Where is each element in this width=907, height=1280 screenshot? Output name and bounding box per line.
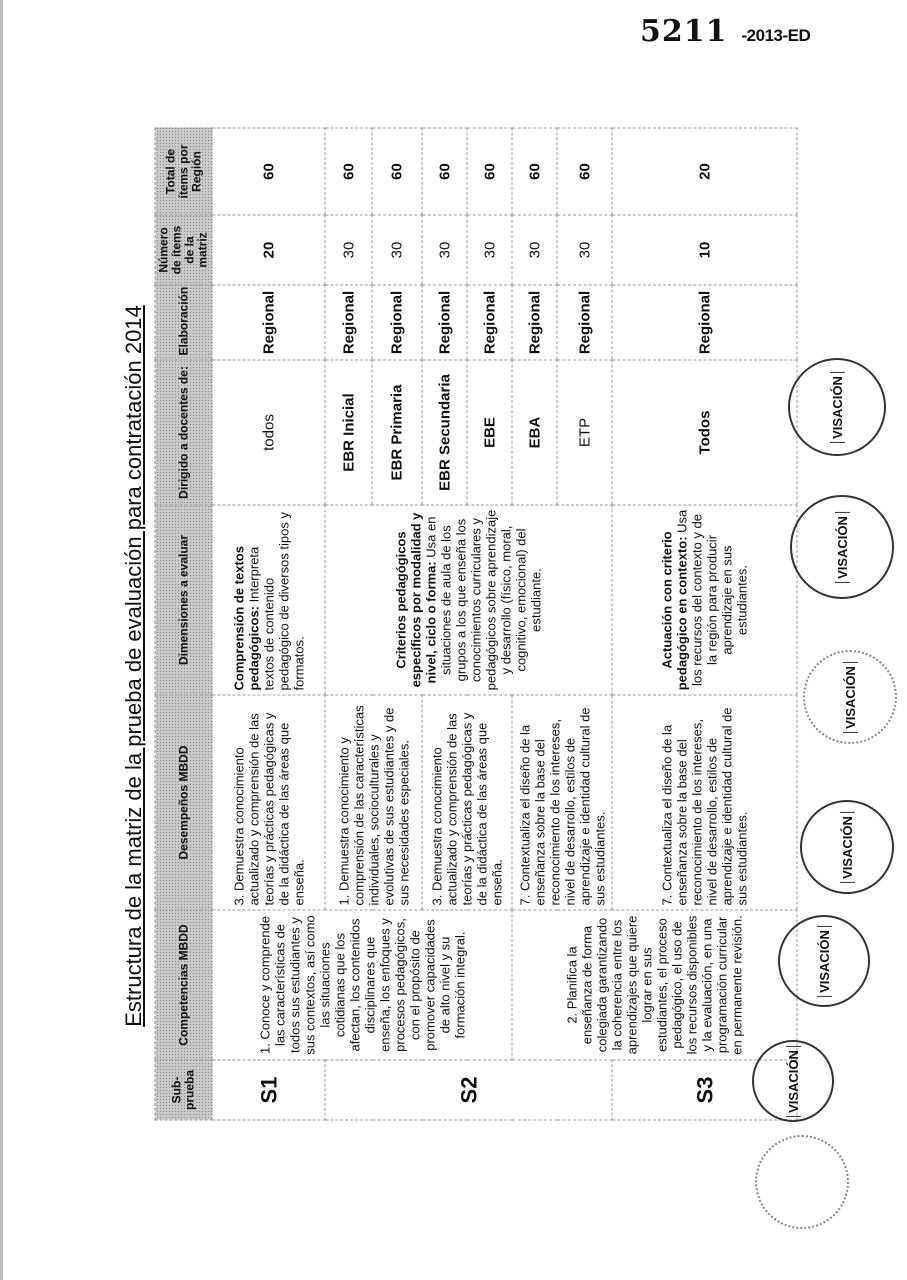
numero-cell: 20 bbox=[212, 215, 325, 285]
numero-cell: 30 bbox=[467, 215, 512, 285]
visacion-stamp-eba: VISACIÓN bbox=[788, 358, 886, 456]
header-row bbox=[155, 128, 212, 1120]
elaboracion-cell: Regional bbox=[557, 285, 612, 360]
header-cell: Dimensiones a evaluar bbox=[155, 505, 212, 695]
dimension-cell bbox=[612, 505, 797, 695]
desempeno-cell: 7. Contextualiza el diseño de la enseñanza sobre la base del reconocimiento de los intereses, nivel de desarrollo, estilos de aprendizaje e identidad cultural de sus estudiantes. bbox=[512, 695, 612, 910]
header-cell: Competencias MBDD bbox=[155, 910, 212, 1060]
desempeno-cell: 3. Demuestra conocimiento actualizado y comprensión de las teorías y prácticas pedagógicas y de la didáctica de las áreas que enseña. bbox=[422, 695, 512, 910]
total-cell: 60 bbox=[372, 128, 422, 215]
doc-suffix: -2013-ED bbox=[741, 26, 811, 45]
numero-cell: 30 bbox=[372, 215, 422, 285]
header-cell: Total de ítems por Región bbox=[155, 128, 212, 215]
dimension-text: Usa los recursos del contexto y de la región para producir aprendizaje en sus estudiantes. bbox=[674, 509, 750, 686]
header-cell: Desempeños MBDD bbox=[155, 695, 212, 910]
visacion-stamp-ebe: VISACIÓN bbox=[778, 915, 870, 1007]
dimension-text: Usa en situaciones de aula de los grupos a los que enseña los conocimientos curriculares y pedagógicos sobre aprendizaje y desarrollo (físico, moral, cognitivo, emocional) del estudiante. bbox=[423, 509, 544, 691]
total-cell: 60 bbox=[325, 128, 372, 215]
unidoc-stamp bbox=[755, 1135, 849, 1229]
visacion-stamp-destp: VISACIÓN bbox=[752, 1040, 834, 1122]
dimension-lead: Criterios pedagógicos específicos por modalidad y nivel, ciclo o forma: bbox=[393, 512, 439, 688]
competencia-cell: 2. Planifica la enseñanza de forma colegiada garantizando la coherencia entre los aprendizajes que quiere lograr en sus estudiantes, el proceso pedagógico, el uso de los recursos disponibles y la evaluación, en una programación curricular en permanente revisión. bbox=[512, 910, 797, 1060]
page-title: Estructura de la matriz de la prueba de evaluación para contratación 2014 bbox=[121, 305, 146, 1027]
dirigido-cell: todos bbox=[212, 360, 325, 505]
numero-cell: 10 bbox=[612, 215, 797, 285]
document-number bbox=[640, 14, 810, 49]
numero-cell: 30 bbox=[325, 215, 372, 285]
total-cell: 60 bbox=[467, 128, 512, 215]
elaboracion-cell: Regional bbox=[512, 285, 557, 360]
dimension-cell bbox=[325, 505, 612, 695]
dirigido-cell: EBA bbox=[512, 360, 557, 505]
dimension-lead: Actuación con criterio pedagógico en contexto: bbox=[659, 531, 690, 691]
dirigido-cell: EBR Primaria bbox=[372, 360, 422, 505]
header-cell: Sub-prueba bbox=[155, 1060, 212, 1120]
elaboracion-cell: Regional bbox=[212, 285, 325, 360]
subprueba-cell: S2 bbox=[325, 1060, 612, 1120]
total-cell: 60 bbox=[422, 128, 467, 215]
subprueba-cell: S3 bbox=[612, 1060, 797, 1120]
total-cell: 60 bbox=[557, 128, 612, 215]
total-cell: 60 bbox=[512, 128, 557, 215]
visacion-stamp-ebr: VISACIÓN bbox=[800, 800, 894, 894]
dirigido-cell: EBR Inicial bbox=[325, 360, 372, 505]
scan-edge bbox=[0, 0, 3, 1280]
total-cell: 60 bbox=[212, 128, 325, 215]
elaboracion-cell: Regional bbox=[422, 285, 467, 360]
matrix-table bbox=[155, 128, 798, 1121]
desempeno-cell: 7. Contextualiza el diseño de la enseñanza sobre la base del reconocimiento de los intereses, nivel de desarrollo, estilos de aprendizaje e identidad cultural de sus estudiantes. bbox=[612, 695, 797, 910]
dimension-lead: Comprensión de textos pedagógicos: bbox=[231, 546, 261, 691]
dirigido-cell: EBR Secundaria bbox=[422, 360, 467, 505]
matrix-table-wrapper bbox=[155, 129, 790, 1121]
dimension-cell bbox=[212, 505, 325, 695]
numero-cell: 30 bbox=[512, 215, 557, 285]
dirigido-cell: Todos bbox=[612, 360, 797, 505]
dimension-text: Interpreta textos de contenido pedagógico de diversos tipos y formatos. bbox=[246, 511, 306, 691]
total-cell: 20 bbox=[612, 128, 797, 215]
numero-cell: 30 bbox=[557, 215, 612, 285]
header-cell: Número de ítems de la matriz bbox=[155, 215, 212, 285]
elaboracion-cell: Regional bbox=[467, 285, 512, 360]
elaboracion-cell: Regional bbox=[612, 285, 797, 360]
header-cell: Dirigido a docentes de: bbox=[155, 360, 212, 505]
subprueba-cell: S1 bbox=[212, 1060, 325, 1120]
numero-cell: 30 bbox=[422, 215, 467, 285]
doc-number: 5211 bbox=[640, 14, 728, 49]
dirigido-cell: ETP bbox=[557, 360, 612, 505]
elaboracion-cell: Regional bbox=[325, 285, 372, 360]
visacion-stamp-minedu: VISACIÓN bbox=[803, 650, 897, 744]
competencia-cell: 1. Conoce y comprende las características de todos sus estudiantes y sus contextos, así como las situaciones cotidianas que los afectan, los contenidos disciplinares que enseña, los enfoques y procesos pedagógicos, con el propósito de promover capacidades de alto nivel y su formación integral. bbox=[212, 910, 512, 1060]
desempeno-cell: 3. Demuestra conocimiento actualizado y comprensión de las teorías y prácticas pedagógicas y de la didáctica de las áreas que enseña. bbox=[212, 695, 325, 910]
dirigido-cell: EBE bbox=[467, 360, 512, 505]
visacion-stamp-docente: VISACIÓN bbox=[790, 495, 894, 599]
desempeno-cell: 1. Demuestra conocimiento y comprensión de las características individuales, socioculturales y evolutivas de sus estudiantes y de sus necesidades especiales. bbox=[325, 695, 422, 910]
elaboracion-cell: Regional bbox=[372, 285, 422, 360]
header-cell: Elaboración bbox=[155, 285, 212, 360]
table-row bbox=[212, 128, 325, 1120]
